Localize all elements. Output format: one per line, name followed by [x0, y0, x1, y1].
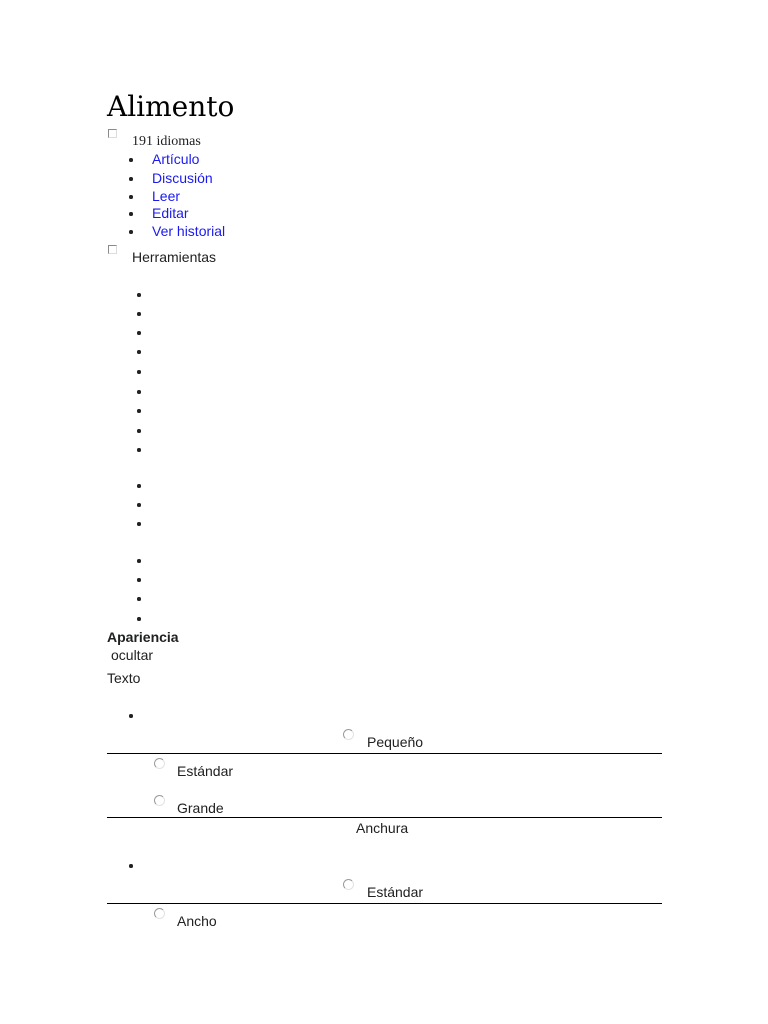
width-standard-label[interactable]: Estándar: [367, 884, 424, 900]
width-wide-radio[interactable]: [154, 908, 165, 919]
list-bullet: [129, 864, 133, 868]
list-bullet: [129, 177, 133, 181]
page-title: Alimento: [107, 90, 235, 123]
list-bullet: [137, 312, 141, 316]
text-size-label: Texto: [107, 670, 141, 686]
list-bullet: [137, 370, 141, 374]
list-bullet: [129, 195, 133, 199]
list-bullet: [137, 578, 141, 582]
list-bullet: [129, 230, 133, 234]
list-bullet: [137, 617, 141, 621]
tools-checkbox[interactable]: [108, 245, 117, 254]
list-bullet: [137, 350, 141, 354]
list-bullet: [137, 522, 141, 526]
text-size-large-label[interactable]: Grande: [177, 800, 224, 816]
list-bullet: [137, 429, 141, 433]
list-bullet: [137, 597, 141, 601]
languages-checkbox[interactable]: [108, 129, 117, 138]
list-bullet: [137, 390, 141, 394]
nav-item-read[interactable]: Leer: [152, 188, 181, 204]
text-size-standard-radio[interactable]: [154, 758, 165, 769]
tools-label[interactable]: Herramientas: [132, 249, 217, 265]
width-label: Anchura: [356, 820, 409, 836]
list-bullet: [129, 714, 133, 718]
nav-item-history[interactable]: Ver historial: [152, 223, 226, 239]
languages-label[interactable]: 191 idiomas: [132, 134, 201, 149]
list-bullet: [129, 158, 133, 162]
list-bullet: [137, 331, 141, 335]
nav-item-edit[interactable]: Editar: [152, 205, 189, 221]
appearance-hide-button[interactable]: ocultar: [111, 647, 154, 663]
divider: [107, 817, 662, 818]
text-size-standard-label[interactable]: Estándar: [177, 763, 234, 779]
text-size-large-radio[interactable]: [154, 795, 165, 806]
list-bullet: [137, 293, 141, 297]
list-bullet: [137, 484, 141, 488]
list-bullet: [137, 409, 141, 413]
nav-item-discussion[interactable]: Discusión: [152, 170, 213, 186]
appearance-heading: Apariencia: [107, 629, 179, 645]
list-bullet: [137, 448, 141, 452]
divider: [107, 903, 662, 904]
width-standard-radio[interactable]: [343, 879, 354, 890]
list-bullet: [129, 212, 133, 216]
nav-item-article[interactable]: Artículo: [152, 151, 200, 167]
divider: [107, 753, 662, 754]
list-bullet: [137, 559, 141, 563]
text-size-small-radio[interactable]: [343, 729, 354, 740]
list-bullet: [137, 503, 141, 507]
width-wide-label[interactable]: Ancho: [177, 913, 217, 929]
text-size-small-label[interactable]: Pequeño: [367, 734, 424, 750]
